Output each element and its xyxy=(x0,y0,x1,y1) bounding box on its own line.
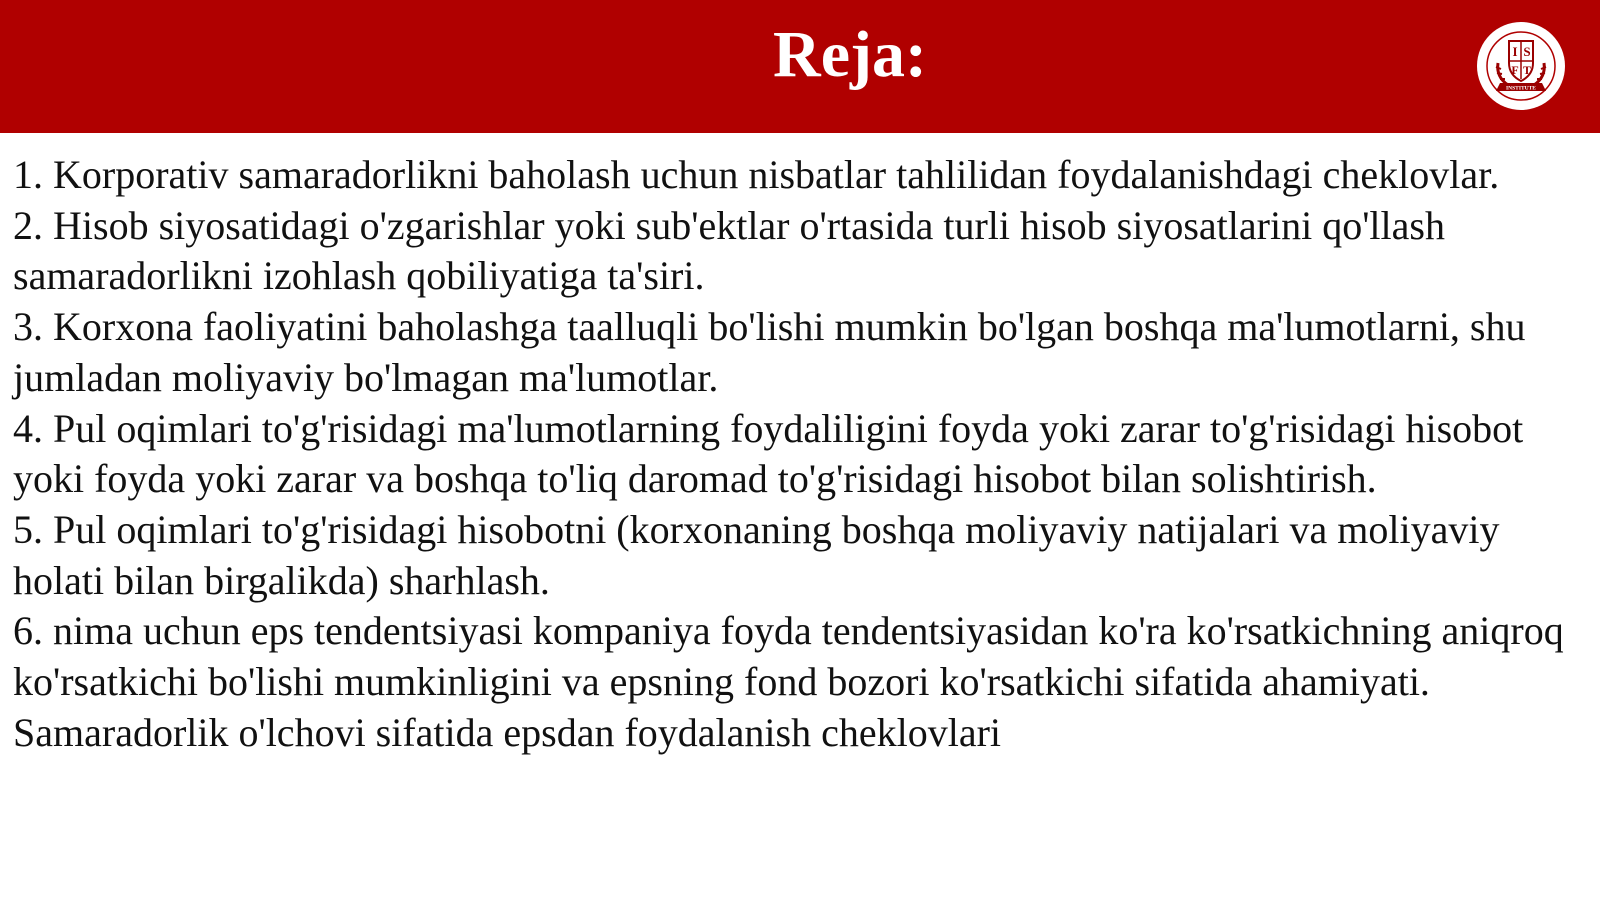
svg-text:I: I xyxy=(1512,44,1518,59)
plan-list xyxy=(13,150,1598,758)
svg-text:T: T xyxy=(1522,63,1532,77)
plan-item-2: 2. Hisob siyosatidagi o'zgarishlar yoki sub'ektlar o'rtasida turli hisob siyosatlarini qo'llash samaradorlikni izohlash qobiliyatiga ta'siri. xyxy=(13,202,1445,299)
plan-item-5: 5. Pul oqimlari to'g'risidagi hisobotni (korxonaning boshqa moliyaviy natijalari va moliyaviy holati bilan birgalikda) sharhlash. xyxy=(13,506,1500,603)
plan-item-7: Samaradorlik o'lchovi sifatida epsdan foydalanish cheklovlari xyxy=(13,709,1002,755)
svg-text:S: S xyxy=(1523,44,1531,59)
svg-text:INSTITUTE: INSTITUTE xyxy=(1506,85,1536,92)
plan-item-1: 1. Korporativ samaradorlikni baholash uchun nisbatlar tahlilidan foydalanishdagi cheklovlar. xyxy=(13,152,1500,197)
institute-crest-logo-icon xyxy=(1476,21,1566,111)
header-bar xyxy=(0,0,1600,133)
slide-title: Reja: xyxy=(773,18,927,91)
svg-text:F: F xyxy=(1511,63,1519,77)
plan-item-3: 3. Korxona faoliyatini baholashga taalluqli bo'lishi mumkin bo'lgan boshqa ma'lumotlarni, shu jumladan moliyaviy bo'lmagan ma'lumotlar. xyxy=(13,304,1526,400)
plan-item-4: 4. Pul oqimlari to'g'risidagi ma'lumotlarning foydaliligini foyda yoki zarar to'g'risidagi hisobot yoki foyda yoki zarar va boshqa to'liq daromad to'g'risidagi hisobot bilan solishtirish. xyxy=(13,405,1524,502)
plan-item-6: 6. nima uchun eps tendentsiyasi kompaniya foyda tendentsiyasidan ko'ra ko'rsatkichning aniqroq ko'rsatkichi bo'lishi mumkinligini va epsning fond bozori ko'rsatkichi sifatida ahamiyati. xyxy=(13,608,1564,705)
